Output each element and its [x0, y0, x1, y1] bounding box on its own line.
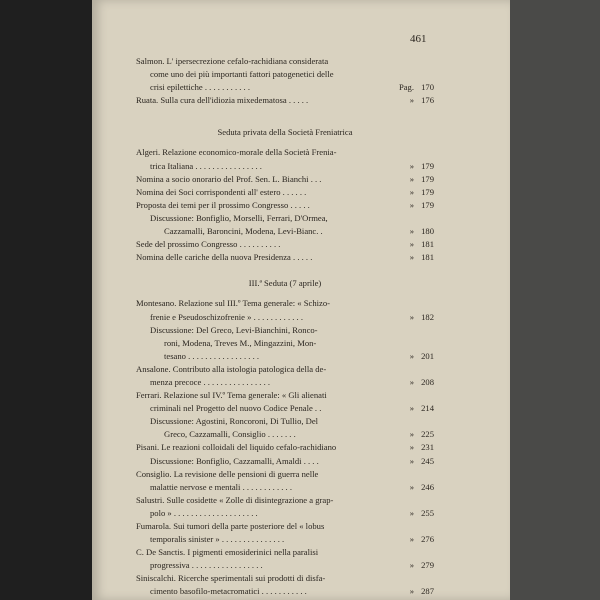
toc-entry-text — [136, 428, 390, 441]
toc-entry-text — [136, 481, 390, 494]
toc-entry — [136, 212, 434, 238]
page-ref-marker: » — [409, 186, 414, 197]
page-ref-marker — [390, 572, 414, 585]
toc-entry — [136, 468, 434, 494]
toc-page-number: 179 — [421, 199, 434, 210]
toc-entry — [136, 55, 434, 94]
toc-entry-line: Pisani. Le reazioni colloidali del liquido cefalo-rachidiano — [136, 442, 337, 453]
toc-entry-text — [136, 68, 390, 81]
toc-page-number — [414, 389, 434, 402]
toc-entry-text — [136, 441, 390, 454]
page-ref-marker: » — [409, 586, 414, 597]
toc-page-number: 181 — [421, 252, 434, 263]
toc-entry-text — [136, 186, 390, 199]
leader-dots: . . . . . . . . . . . . . . . . . — [185, 350, 260, 361]
toc-entry-line: tesano — [164, 350, 186, 361]
toc-entry-text — [136, 363, 390, 376]
page-ref-marker: » — [409, 199, 414, 210]
toc-page-number: 245 — [421, 455, 434, 466]
toc-page-number: 179 — [421, 186, 434, 197]
toc-entry-line: polo » — [150, 507, 172, 518]
toc-page-number: 179 — [421, 173, 434, 184]
leader-dots: . . . . . . . — [265, 429, 296, 440]
toc-entry-line: Algeri. Relazione economico-morale della Società Frenia- — [136, 147, 337, 158]
leader-dots: . . . . . . . . . . . . . . . . . — [189, 560, 263, 571]
toc-entry — [136, 199, 434, 212]
page-ref-marker — [390, 55, 414, 68]
toc-entry-line: Nomina a socio onorario del Prof. Sen. L. Bianchi — [136, 173, 309, 184]
toc-block-3 — [136, 297, 434, 598]
background-right — [510, 0, 600, 600]
toc-page-number: 225 — [421, 429, 434, 440]
page-ref-marker: » — [409, 350, 414, 361]
page-ref-marker: » — [409, 95, 414, 106]
toc-entry — [136, 238, 434, 251]
toc-entry-text — [136, 376, 390, 389]
page-ref-marker: » — [409, 160, 414, 171]
toc-entry-line: Salustri. Sulle cosidette « Zolle di disintegrazione a grap- — [136, 494, 334, 505]
toc-entry-line: Cazzamalli, Baroncini, Modena, Levi-Bianc. — [164, 226, 319, 237]
toc-page-number — [414, 212, 434, 225]
toc-entry-line: Siniscalchi. Ricerche sperimentali sui prodotti di disfa- — [136, 573, 326, 584]
page-ref-marker: » — [409, 403, 414, 414]
toc-page-number: 287 — [421, 586, 434, 597]
leader-dots: . . . . . . . . . . . . — [251, 311, 303, 322]
toc-entry — [136, 324, 434, 363]
toc-entry-line: come uno dei più importanti fattori patogenetici delle — [150, 69, 334, 80]
toc-entry — [136, 415, 434, 441]
toc-page-number — [414, 468, 434, 481]
toc-page-number: 170 — [421, 82, 434, 93]
toc-entry-text — [136, 55, 390, 68]
section-title-seduta-privata: Seduta privata della Società Freniatrica — [217, 127, 353, 138]
leader-dots: . . . . . . . . . . — [237, 239, 281, 250]
toc-page-number — [414, 297, 434, 310]
toc-entry-text — [136, 238, 390, 251]
page-ref-marker: » — [409, 442, 414, 453]
page-ref-marker: » — [409, 481, 414, 492]
toc-entry-line: trica Italiana — [150, 160, 194, 171]
page-ref-marker — [390, 68, 414, 81]
toc-entry-line: criminali nel Progetto del nuovo Codice Penale — [150, 403, 313, 414]
section-title-terza-seduta: III.ª Seduta (7 aprile) — [248, 278, 322, 289]
leader-dots: . . . . . . . . . . . . . . . — [219, 534, 285, 545]
toc-entry-text — [136, 585, 390, 598]
page-ref-marker — [390, 297, 414, 310]
page-ref-marker: » — [409, 311, 414, 322]
leader-dots: . . . . . . . . . . . . . . . . — [193, 160, 262, 171]
book-page — [92, 0, 510, 600]
toc-page-number: 246 — [421, 481, 434, 492]
page-ref-marker: » — [409, 226, 414, 237]
toc-entry-text — [136, 559, 390, 572]
toc-entry-line: roni, Modena, Treves M., Mingazzini, Mon- — [164, 337, 317, 348]
toc-entry-line: frenie e Pseudoschizofrenie » — [150, 311, 252, 322]
toc-entry-line: Consiglio. La revisione delle pensioni di guerra nelle — [136, 468, 319, 479]
toc-entry-text — [136, 455, 390, 468]
toc-entry-text — [136, 546, 390, 559]
toc-entry-text — [136, 311, 390, 324]
toc-page-number: 180 — [421, 226, 434, 237]
toc-page-number — [414, 520, 434, 533]
toc-page-number — [414, 363, 434, 376]
toc-entry — [136, 297, 434, 323]
page-ref-marker — [390, 389, 414, 402]
leader-dots: . . . . . . . . . . . . — [240, 481, 292, 492]
toc-entry-line: Ansalone. Contributo alla istologia patologica della de- — [136, 363, 327, 374]
toc-entry-line: crisi epilettiche — [150, 82, 203, 93]
toc-entry-text — [136, 402, 390, 415]
toc-block-2 — [136, 146, 434, 264]
toc-page-number — [414, 55, 434, 68]
page-ref-marker: » — [409, 173, 414, 184]
toc-entry — [136, 186, 434, 199]
toc-entry-text — [136, 324, 390, 337]
page-ref-marker — [390, 546, 414, 559]
page-ref-marker — [390, 212, 414, 225]
toc-entry-line: Proposta dei temi per il prossimo Congresso — [136, 199, 289, 210]
toc-entry-line: Discussione: Agostini, Roncoroni, Di Tullio, Del — [150, 416, 319, 427]
page-ref-marker — [390, 494, 414, 507]
toc-page-number — [414, 68, 434, 81]
toc-page-number: 176 — [421, 95, 434, 106]
page-ref-marker — [390, 324, 414, 337]
toc-entry-line: Greco, Cazzamalli, Consiglio — [164, 429, 266, 440]
toc-entry-text — [136, 212, 390, 225]
leader-dots: . . . . — [301, 455, 319, 466]
leader-dots: . . . — [308, 173, 322, 184]
toc-page-number: 255 — [421, 507, 434, 518]
toc-entry — [136, 494, 434, 520]
toc-entry-text — [136, 337, 390, 350]
leader-dots: . . . . . . . . . . . . . . . . . . . . — [171, 507, 258, 518]
toc-entry-text — [136, 572, 390, 585]
page-ref-marker: » — [409, 534, 414, 545]
toc-page-number: 182 — [421, 311, 434, 322]
page-ref-marker — [390, 337, 414, 350]
toc-page-number: 208 — [421, 376, 434, 387]
toc-entry-line: temporalis sinister » — [150, 534, 220, 545]
toc-entry-line: Ferrari. Relazione sul IV.º Tema generale: « Gli alienati — [136, 390, 327, 401]
toc-page-number — [414, 415, 434, 428]
page-ref-marker: Pag. — [398, 82, 414, 93]
toc-page-number — [414, 572, 434, 585]
toc-entry-text — [136, 350, 390, 363]
toc-entry — [136, 94, 434, 107]
toc-block-1 — [136, 55, 434, 107]
page-ref-marker: » — [409, 507, 414, 518]
toc-entry-line: malattie nervose e mentali — [150, 481, 241, 492]
toc-entry-text — [136, 520, 390, 533]
toc-entry — [136, 546, 434, 572]
leader-dots: . . . . . — [288, 199, 310, 210]
toc-entry-text — [136, 173, 390, 186]
toc-entry — [136, 389, 434, 415]
toc-entry-text — [136, 199, 390, 212]
page-ref-marker — [390, 520, 414, 533]
toc-entry-line: Salmon. L' ipersecrezione cefalo-rachidiana considerata — [136, 56, 329, 66]
leader-dots: . . . . . — [290, 252, 313, 263]
toc-page-number: 276 — [421, 534, 434, 545]
toc-entry-text — [136, 81, 390, 94]
toc-entry — [136, 146, 434, 172]
toc-entry-line: Ruata. Sulla cura dell'idiozia mixedematosa — [136, 95, 287, 106]
leader-dots: . . . . . . . . . . . . . . . . — [201, 376, 271, 387]
toc-entry-text — [136, 533, 390, 546]
toc-entry-line: Nomina dei Soci corrispondenti all' estero — [136, 186, 281, 197]
page-ref-marker: » — [409, 560, 414, 571]
toc-entry-text — [136, 415, 390, 428]
toc-entry-line: Sede del prossimo Congresso — [136, 239, 238, 250]
toc-page-number — [414, 324, 434, 337]
toc-entry — [136, 455, 434, 468]
toc-entry-line: Nomina delle cariche della nuova Presidenza — [136, 252, 291, 263]
toc-entry-text — [136, 94, 390, 107]
toc-page-number — [414, 146, 434, 159]
page-ref-marker — [390, 146, 414, 159]
leader-dots: . — [318, 226, 323, 237]
toc-entry-line: menza precoce — [150, 376, 202, 387]
toc-entry-text — [136, 389, 390, 402]
toc-entry-text — [136, 146, 390, 159]
toc-entry-text — [136, 494, 390, 507]
toc-entry-line: Discussione: Bonfiglio, Morselli, Ferrari, D'Ormea, — [150, 212, 328, 223]
toc-entry — [136, 441, 434, 454]
leader-dots: . . — [312, 403, 322, 414]
toc-entry-text — [136, 251, 390, 264]
leader-dots: . . . . . . . . . . . — [259, 586, 307, 597]
table-of-contents — [136, 55, 434, 599]
toc-entry-text — [136, 507, 390, 520]
toc-entry-line: Montesano. Relazione sul III.º Tema generale: « Schizo- — [136, 298, 331, 309]
toc-page-number: 179 — [421, 160, 434, 171]
page-ref-marker — [390, 468, 414, 481]
toc-page-number: 181 — [421, 239, 434, 250]
toc-page-number: 279 — [421, 560, 434, 571]
toc-entry-line: Fumarola. Sui tumori della parte posteriore del « lobus — [136, 521, 325, 531]
toc-entry-line: C. De Sanctis. I pigmenti emosiderinici nella paralisi — [136, 547, 319, 558]
page-ref-marker: » — [409, 455, 414, 466]
page-ref-marker: » — [409, 252, 414, 263]
toc-entry-line: progressiva — [150, 560, 190, 571]
toc-entry-line: Discussione: Del Greco, Levi-Bianchini, Ronco- — [150, 324, 318, 335]
leader-dots: . . . . . . . . . . . — [202, 82, 250, 93]
leader-dots: . . . . . — [286, 95, 309, 106]
page-ref-marker: » — [409, 429, 414, 440]
toc-entry-text — [136, 160, 390, 173]
toc-entry — [136, 363, 434, 389]
page-ref-marker — [390, 415, 414, 428]
toc-entry-line: cimento basofilo-metacromatici — [150, 586, 260, 597]
page-ref-marker: » — [409, 376, 414, 387]
toc-entry — [136, 572, 434, 598]
toc-page-number: 214 — [421, 403, 434, 414]
toc-entry-text — [136, 297, 390, 310]
toc-page-number: 231 — [421, 442, 434, 453]
toc-page-number — [414, 494, 434, 507]
toc-entry — [136, 173, 434, 186]
dark-background-left — [0, 0, 92, 600]
page-ref-marker: » — [409, 239, 414, 250]
page-number: 461 — [410, 33, 427, 45]
toc-entry — [136, 520, 434, 546]
toc-page-number: 201 — [421, 350, 434, 361]
toc-entry-line: Discussione: Bonfiglio, Cazzamalli, Amaldi — [150, 455, 302, 466]
page-ref-marker — [390, 363, 414, 376]
toc-page-number — [414, 337, 434, 350]
leader-dots: . . . . . . — [280, 186, 307, 197]
toc-entry — [136, 251, 434, 264]
toc-entry-text — [136, 468, 390, 481]
toc-entry-text — [136, 225, 390, 238]
toc-page-number — [414, 546, 434, 559]
